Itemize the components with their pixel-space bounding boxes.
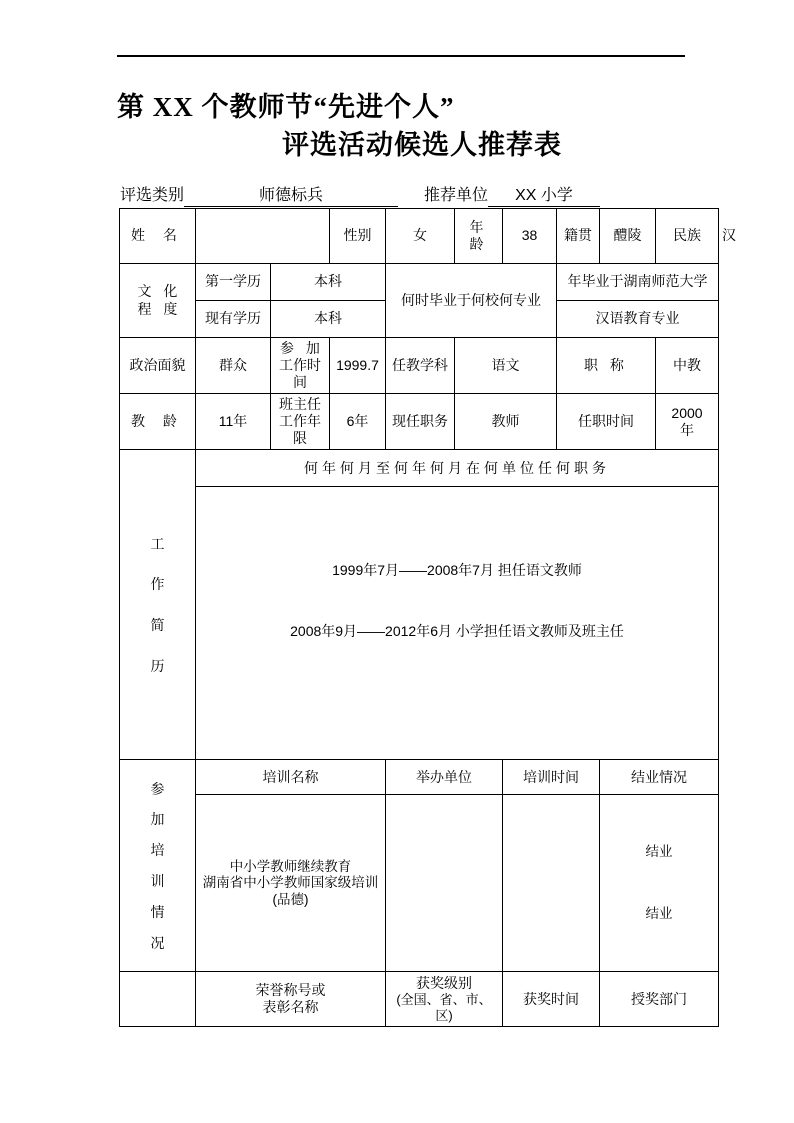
table-row-seniority [120,394,719,450]
headteacher-years-value[interactable]: 6年 [330,394,386,450]
work-history-label-char-2: 简 [150,616,165,633]
work-history-header: 何年何月至何年何月在何单位任何职务 [196,450,719,487]
unit-label: 推荐单位 [424,187,489,204]
document-title-line2: 评选活动候选人推荐表 [282,130,562,160]
appointment-time-value-line1: 2000 [671,404,703,421]
training-organizer-cell[interactable] [386,795,503,972]
work-start-value[interactable]: 1999.7 [330,338,386,394]
teaching-subject-label: 任教学科 [386,338,455,394]
training-status-item: 结业 [645,906,673,922]
work-history-entries[interactable] [196,487,719,760]
professional-rank-label: 职 称 [557,338,656,394]
training-name-item: 中小学教师继续教育 [229,858,352,874]
training-status-cell[interactable] [600,795,719,972]
native-place-value[interactable]: 醴陵 [600,209,656,264]
unit-value: XX 小学 [488,182,600,207]
table-row-basic: 姓 名 性别 女 年 龄 38 籍贯 醴陵 民族 汉 [120,209,719,264]
appointment-time-value[interactable] [656,394,719,450]
training-label-char-1: 加 [150,811,165,828]
education-label-line2: 程 度 [137,300,182,317]
headteacher-years-label [271,394,330,450]
name-label: 姓 名 [120,209,196,264]
current-position-label: 现任职务 [386,394,455,450]
work-history-label [120,450,196,760]
work-start-label-line2: 工作时间 [279,357,321,391]
headteacher-years-label-line2: 工作年限 [279,413,321,447]
age-value[interactable]: 38 [503,209,557,264]
name-value[interactable] [196,209,330,264]
current-degree-value[interactable]: 本科 [271,301,386,338]
education-level-label [120,264,196,338]
headteacher-years-label-line1: 班主任 [279,396,321,413]
training-time-header: 培训时间 [503,760,600,795]
table-row-first-degree [120,264,719,301]
work-history-entry: 1999年7月——2008年7月 担任语文教师 [332,562,582,579]
current-position-value[interactable]: 教师 [455,394,557,450]
political-status-value[interactable]: 群众 [196,338,271,394]
education-label-line1: 文 化 [137,283,182,300]
training-label-char-0: 参 [150,780,165,797]
work-history-entry: 2008年9月——2012年6月 小学担任语文教师及班主任 [290,623,624,640]
document-title-line1: 第 XX 个教师节“先进个人” [117,92,455,122]
training-names-cell[interactable] [196,795,386,972]
training-status-header: 结业情况 [600,760,719,795]
training-label [120,760,196,972]
training-organizer-header: 举办单位 [386,760,503,795]
gender-label: 性别 [330,209,386,264]
graduation-prompt: 何时毕业于何校何专业 [386,264,557,338]
first-degree-label: 第一学历 [196,264,271,301]
ethnicity-label: 民族 [656,209,719,264]
work-history-label-char-0: 工 [150,535,165,552]
training-label-char-2: 培 [150,842,165,859]
training-time-cell[interactable] [503,795,600,972]
work-history-label-char-1: 作 [150,576,165,593]
header-rule [117,55,685,57]
category-value: 师德标兵 [184,182,398,207]
award-level-header [386,972,503,1027]
native-place-label: 籍贯 [557,209,600,264]
table-row-work-history-body [120,487,719,760]
award-title-header-line2: 表彰名称 [262,999,319,1016]
meta-line [120,182,700,206]
teaching-subject-value[interactable]: 语文 [455,338,557,394]
work-start-label-line1: 参 加 [280,340,324,356]
award-level-header-line2: (全国、省、市、区) [396,992,492,1023]
table-row-political [120,338,719,394]
table-row-training-header [120,760,719,795]
teaching-seniority-label: 教 龄 [120,394,196,450]
first-degree-value[interactable]: 本科 [271,264,386,301]
title-block [117,88,685,164]
work-history-label-char-3: 历 [150,657,165,674]
professional-rank-value[interactable]: 中教 [656,338,719,394]
current-degree-label: 现有学历 [196,301,271,338]
training-label-char-4: 情 [150,903,165,920]
training-status-item: 结业 [645,844,673,859]
award-title-header [196,972,386,1027]
appointment-time-label: 任职时间 [557,394,656,450]
training-name-item: 湖南省中小学教师国家级培训(品德) [202,875,379,907]
category-label: 评选类别 [120,187,185,204]
awards-label [120,972,196,1027]
award-department-header: 授奖部门 [600,972,719,1027]
work-start-label [271,338,330,394]
table-row-training-body [120,795,719,972]
training-label-char-3: 训 [150,872,165,889]
major-value[interactable]: 汉语教育专业 [557,301,719,338]
age-label: 年 龄 [455,209,503,264]
award-level-header-line1: 获奖级别 [416,975,472,992]
training-name-header: 培训名称 [196,760,386,795]
teaching-seniority-value[interactable]: 11年 [196,394,271,450]
table-row-awards-header [120,972,719,1027]
award-title-header-line1: 荣誉称号或 [255,982,326,999]
award-time-header: 获奖时间 [503,972,600,1027]
appointment-time-value-line2: 年 [680,421,694,438]
training-label-char-5: 况 [150,934,165,951]
political-status-label: 政治面貌 [120,338,196,394]
table-row-work-history-header [120,450,719,487]
recommendation-form-table [119,208,736,1027]
gender-value[interactable]: 女 [386,209,455,264]
graduation-value[interactable]: 年毕业于湖南师范大学 [557,264,719,301]
